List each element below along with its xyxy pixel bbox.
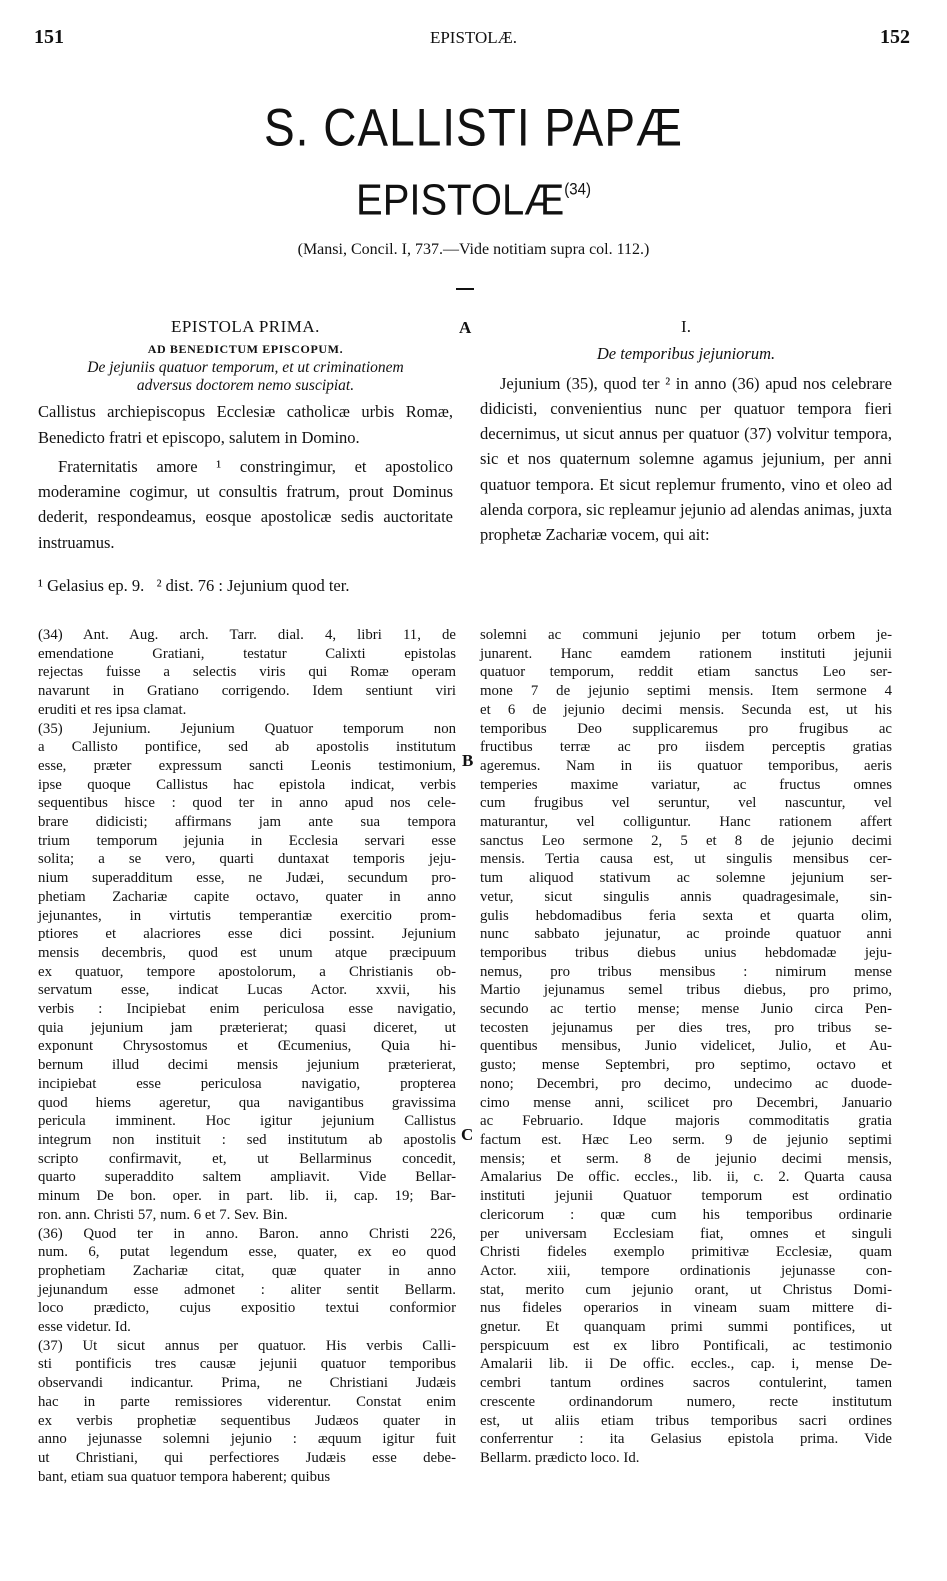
note-line: sti pontificis tres causæ jejunii quatuor temporibus — [38, 1356, 456, 1373]
note-line: perspicuum est ex libro Pontificali, ac testimonio — [480, 1337, 892, 1354]
note-line: pericula imminent. Hoc igitur jejunium Callistus — [38, 1113, 456, 1130]
note-line: stat, merito cum jejunio orant, ut Christus Domi- — [480, 1281, 892, 1298]
opening-paragraph: Fraternitatis amore ¹ constringimur, et apostolico moderamine cogimur, ut consultis fratrum, prout Dominus dederit, respondeamus, eosque apostolicæ sedis auctoritate instruamus. — [38, 456, 453, 552]
note-line: anno jejunasse solemni jejunio : æquum igitur fuit — [38, 1431, 456, 1448]
note-line: bant, etiam sua quatuor tempora haberent; quibus — [38, 1468, 331, 1485]
note-line: minum De bon. oper. in part. lib. ii, cap. 19; Bar- — [38, 1188, 456, 1205]
page-number-right: 152 — [880, 26, 910, 48]
note-line: esse, præter expressum sancti Leonis testimonium, — [38, 757, 456, 774]
note-line: et 6 de jejunio decimi mensis. Secunda est, ut his — [480, 701, 892, 718]
summary-line-1: De jejuniis quatuor temporum, et ut criminationem — [87, 359, 404, 377]
note-line: ac Februario. Idque majoris commoditatis gratia — [480, 1113, 892, 1130]
note-line: (34) Ant. Aug. arch. Tarr. dial. 4, libri 11, de — [38, 627, 456, 643]
note-line: quentibus mensibus, Junio videlicet, Julio, et Au- — [480, 1038, 892, 1055]
note-line: tum aliquod stativum ac solemne jejunium ser- — [480, 870, 892, 887]
note-line: per universam Ecclesiam fiat, omnes et singuli — [480, 1225, 892, 1242]
note-line: Amalarius De offic. eccles., lib. ii, c. 2. Quarta causa — [480, 1169, 892, 1186]
note-line: Actor. xiii, tempore ordinationis jejunasse con- — [480, 1262, 892, 1279]
note-line: temporibus Deo supplicaremus pro frugibus ac — [480, 720, 892, 737]
note-line: servatum esse, indicat Lucas Actor. xxvii, his — [38, 982, 456, 999]
note-line: instituti jejunii Quatuor temporum est ordinatio — [480, 1188, 892, 1205]
note-line: emendatione Gratiani, testatur Calixti epistolas — [38, 645, 456, 662]
salutation-paragraph: Callistus archiepiscopus Ecclesiæ catholicæ urbis Romæ, Benedicto fratri et episcopo, salutem in Domino. — [38, 402, 453, 447]
note-line: (37) Ut sicut annus per quatuor. His verbis Calli- — [38, 1337, 456, 1354]
right-column — [480, 314, 892, 548]
note-line: vetur, sicut singulis annis quadragesimale, sin- — [480, 888, 892, 905]
note-line: num. 6, putat legendum esse, quater, ex eo quod — [38, 1244, 456, 1261]
epistle-summary — [38, 359, 453, 395]
note-line: solita; a se vero, quarti duntaxat temporis jeju- — [38, 851, 456, 868]
note-line: (36) Quod ter in anno. Baron. anno Christi 226, — [38, 1225, 456, 1242]
note-line: mensis decembris, quod est unum atque præcipuum — [38, 944, 456, 961]
page-title: S. CALLISTI PAPÆ — [263, 97, 684, 157]
note-line: ex verbis prophetiæ sequentibus Judæos quater in — [38, 1412, 456, 1429]
page-subtitle — [0, 176, 947, 226]
note-line: jejunandum esse admonet : aliter sentit Bellarm. — [38, 1281, 456, 1298]
note-line: temperies maxime variatur, ac fructus omnes — [480, 776, 892, 793]
note-line: mone 7 de jejunio septimi mensis. Item sermone 4 — [480, 683, 892, 700]
note-line: brare didicisti; affirmans jam ante sua tempora — [38, 814, 456, 831]
note-line: cembri tantum ordines sacros contulerint, tamen — [480, 1375, 892, 1392]
note-line: ut Christiani, qui perfectiores Judæis esse debe- — [38, 1449, 456, 1466]
note-line: sequentibus hisce : quod ter in anno apud nos cele- — [38, 795, 456, 812]
subtitle-note-ref: (34) — [564, 180, 591, 199]
margin-letter-a: A — [459, 318, 472, 337]
note-line: gulis hebdomadibus feria sexta et quarta olim, — [480, 907, 892, 924]
note-line: nus fideles operarios in vineam suam mittere di- — [480, 1300, 892, 1317]
note-line: solemni ac communi jejunio per totum orbem je- — [480, 627, 892, 643]
note-line: incipiebat esse periculosa navigatio, propterea — [38, 1075, 456, 1092]
subtitle-text: EPISTOLÆ — [356, 175, 565, 225]
notes-left-column — [38, 626, 456, 1486]
page-number-left: 151 — [34, 26, 64, 48]
note-line: ron. ann. Christi 57, num. 6 et 7. Sev. Bin. — [38, 1206, 288, 1223]
note-line: hac in parte remissiores viderentur. Constat enim — [38, 1393, 456, 1410]
note-line: est, ut aliis etiam tribus temporibus sacri ordines — [480, 1412, 892, 1429]
note-line: ptiores et alacriores esse dici possint. Jejunium — [38, 926, 456, 943]
note-line: prophetiam Zachariæ citat, quæ quater in anno — [38, 1262, 456, 1279]
note-line: Bellarm. prædicto loco. Id. — [480, 1449, 640, 1466]
left-column — [38, 314, 453, 598]
note-line: crescente ordinandorum numero, recte institutum — [480, 1393, 892, 1410]
note-line: gusto; mense Septembri, pro septimo, octavo et — [480, 1057, 892, 1074]
summary-line-2: adversus doctorem nemo suscipiat. — [136, 377, 355, 395]
note-line: conferrentur : ita Gelasius epistola prima. Vide — [480, 1431, 892, 1448]
note-line: quarto superaddito saltem ampliavit. Vide Bellar- — [38, 1169, 456, 1186]
note-line: nium superadditum esse, ne Judæi, secundum pro- — [38, 870, 456, 887]
note-line: a Callisto pontifice, sed ab apostolis institutum — [38, 739, 456, 756]
note-line: quod hiems ageretur, qua navigantibus gravissima — [38, 1094, 456, 1111]
note-line: quia jejunium jam præterierat; quasi diceret, ut — [38, 1019, 456, 1036]
note-line: clericorum : quæ cum his temporibus ordinarie — [480, 1206, 892, 1223]
note-line: rejectas fuisse a selectis viris qui Romæ operam — [38, 664, 456, 681]
source-reference: (Mansi, Concil. I, 737.—Vide notitiam supra col. 112.) — [297, 241, 650, 258]
chapter-subheading: De temporibus jejuniorum. — [596, 344, 776, 364]
note-line: maturantur, vel colliguntur. Hanc rationem affert — [480, 814, 892, 831]
epistle-footnotes: ¹ Gelasius ep. 9. ² dist. 76 : Jejunium quod ter. — [38, 576, 350, 596]
divider-rule — [456, 288, 474, 290]
note-line: verbis : Incipiebat enim periculosa esse navigatio, — [38, 1001, 456, 1018]
epistle-heading: EPISTOLA PRIMA. — [171, 317, 320, 336]
note-line: nunc sabbato jejunatur, ac proinde quatuor anni — [480, 926, 892, 943]
note-line: cum frugibus vel seruntur, vel nascuntur, vel — [480, 795, 892, 812]
margin-letter-c: C — [461, 1125, 474, 1144]
note-line: sanctus Leo sermone 2, 5 et 8 de jejunio decimi — [480, 832, 892, 849]
running-title: EPISTOLÆ. — [429, 28, 518, 47]
note-line: integrum non instituit : sed institutum ab apostolis — [38, 1131, 456, 1148]
note-line: cimo mense anni, scilicet pro Decembri, Januario — [480, 1094, 892, 1111]
chapter-paragraph: Jejunium (35), quod ter ² in anno (36) apud nos celebrare didicisti, convenientius nunc per quatuor tempora fieri decernimus, ut sicut annus per quatuor (37) volvitur tempora, sic et nos quaternum solemne agamus jejunium, per anni quatuor tempora. Et sicut replemur frumento, vino et oleo ad alenda corpora, sic repleamur jejunio ad alendas animas, juxta prophetæ Zachariæ vocem, qui ait: — [480, 373, 892, 545]
note-line: mensis. Tertia causa est, ut singulis mensibus cer- — [480, 851, 892, 868]
epistle-address: AD BENEDICTUM EPISCOPUM. — [147, 342, 344, 357]
note-line: nono; Decembri, pro decimo, undecimo ac duode- — [480, 1075, 892, 1092]
note-line: ex quatuor, tempore apostolorum, a Christianis ob- — [38, 963, 456, 980]
note-line: scripto confirmavit, et, ut Bellarminus concedit, — [38, 1150, 456, 1167]
note-line: tecosten jejunamus per dies tres, pro tribus se- — [480, 1019, 892, 1036]
note-line: loco prædicto, cujus expositio textui conformior — [38, 1300, 456, 1317]
note-line: eruditi et res ipsa clamat. — [38, 701, 187, 718]
note-line: Martio jejunamus semel tribus diebus, pro primo, — [480, 982, 892, 999]
note-line: ageremus. Nam in iis quatuor temporibus, aeris — [480, 757, 892, 774]
note-line: junarent. Hanc eamdem rationem instituti jejunii — [480, 645, 892, 662]
note-line: Amalarii lib. ii De offic. eccles., cap. i, mense De- — [480, 1356, 892, 1373]
note-line: gnetur. Et quanquam primi summi pontifices, ut — [480, 1319, 892, 1336]
note-line: mensis; et serm. 8 de jejunio decimi mensis, — [480, 1150, 892, 1167]
note-line: observandi indicantur. Prima, ne Christiani Judæis — [38, 1375, 456, 1392]
note-line: Christi fideles exemplo primitivæ Ecclesiæ, quam — [480, 1244, 892, 1261]
note-line: ipse quoque Callistus hac epistola indicat, verbis — [38, 776, 456, 793]
note-line: phetiam Zachariæ capite octavo, quater in anno — [38, 888, 456, 905]
note-line: temporibus tribus diebus unius hebdomadæ jeju- — [480, 944, 892, 961]
margin-letter-b: B — [462, 751, 474, 770]
chapter-heading: I. — [681, 317, 691, 336]
note-line: exponunt Chrysostomus et Œcumenius, Quia hi- — [38, 1038, 456, 1055]
note-line: trium temporum jejunia in Ecclesia servari esse — [38, 832, 456, 849]
note-line: esse videtur. Id. — [38, 1319, 131, 1336]
note-line: nemus, pro tribus mensibus : nimirum mense — [480, 963, 892, 980]
note-line: navarunt in Gratiano corrigendo. Idem sentiunt viri — [38, 683, 456, 700]
note-line: (35) Jejunium. Jejunium Quatuor temporum non — [38, 720, 456, 737]
note-line: bernum illud decimi mensis jejunium præterierat, — [38, 1057, 456, 1074]
note-line: factum est. Hæc Leo serm. 9 de jejunio septimi — [480, 1131, 892, 1148]
note-line: jejunantes, in virtutis temperantiæ exercitio prom- — [38, 907, 456, 924]
note-line: quatuor temporum, reddit etiam sanctus Leo ser- — [480, 664, 892, 681]
note-line: secundo ac tertio mense; mense Junio circa Pen- — [480, 1001, 892, 1018]
note-line: fructibus terræ ac pro iisdem perceptis gratias — [480, 739, 892, 756]
notes-right-column — [480, 626, 892, 1468]
